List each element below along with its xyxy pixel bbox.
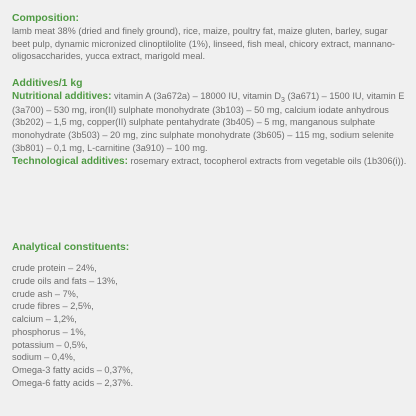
composition-section [12,12,408,63]
nutritional-additives-paragraph [12,90,410,155]
nutritional-additives-text-b: (3a671) – 1500 IU, vitamin E (3a700) – 530 mg, iron(II) sulphate monohydrate (3b103) – 50 mg, calcium iodate anhydrous (3b202) – 1,5 mg, copper(II) sulphate pentahydrate (3b405) – 5 mg, manganous sulphate monohydrate (3b503) – 20 mg, zinc sulphate monohydrate (3b605) – 115 mg, sodium selenite (3b801) – 0,1 mg, L-carnitine (3a910) – 100 mg. [12,91,405,153]
composition-text: lamb meat 38% (dried and finely ground), rice, maize, poultry fat, maize gluten, barley, sugar beet pulp, dynamic micronized clinoptilolite (1%), linseed, fish meal, chicory extract, mannano-oligosaccharides, yucca extract, marigold meal. [12,26,395,62]
analytical-item: crude protein – 24%, [12,263,97,273]
analytical-item: sodium – 0,4%, [12,352,76,363]
analytical-item: crude ash – 7%, [12,288,79,299]
additives-heading: Additives/1 kg [12,78,83,89]
analytical-section [12,241,408,390]
technological-additives-label: Technological additives: [12,155,128,167]
vitamin-d-subscript: 3 [281,96,285,104]
analytical-list [12,262,408,390]
analytical-item: potassium – 0,5%, [12,339,88,350]
analytical-item: calcium – 1,2%, [12,314,77,324]
nutritional-additives-text-a: vitamin A (3a672a) – 18000 IU, vitamin D [111,91,281,101]
composition-heading: Composition: [12,13,79,24]
analytical-item: Omega-6 fatty acids – 2,37%. [12,377,134,388]
additives-section [12,77,410,168]
nutritional-additives-label: Nutritional additives: [12,91,112,102]
analytical-item: phosphorus – 1%, [12,326,87,337]
analytical-heading: Analytical constituents: [12,242,130,253]
technological-additives-paragraph [12,155,410,169]
analytical-item: crude oils and fats – 13%, [12,275,118,286]
technological-additives-text: rosemary extract, tocopherol extracts from vegetable oils (1b306(i)). [127,155,407,166]
analytical-item: Omega-3 fatty acids – 0,37%, [12,365,134,375]
analytical-item: crude fibres – 2,5%, [12,301,94,312]
